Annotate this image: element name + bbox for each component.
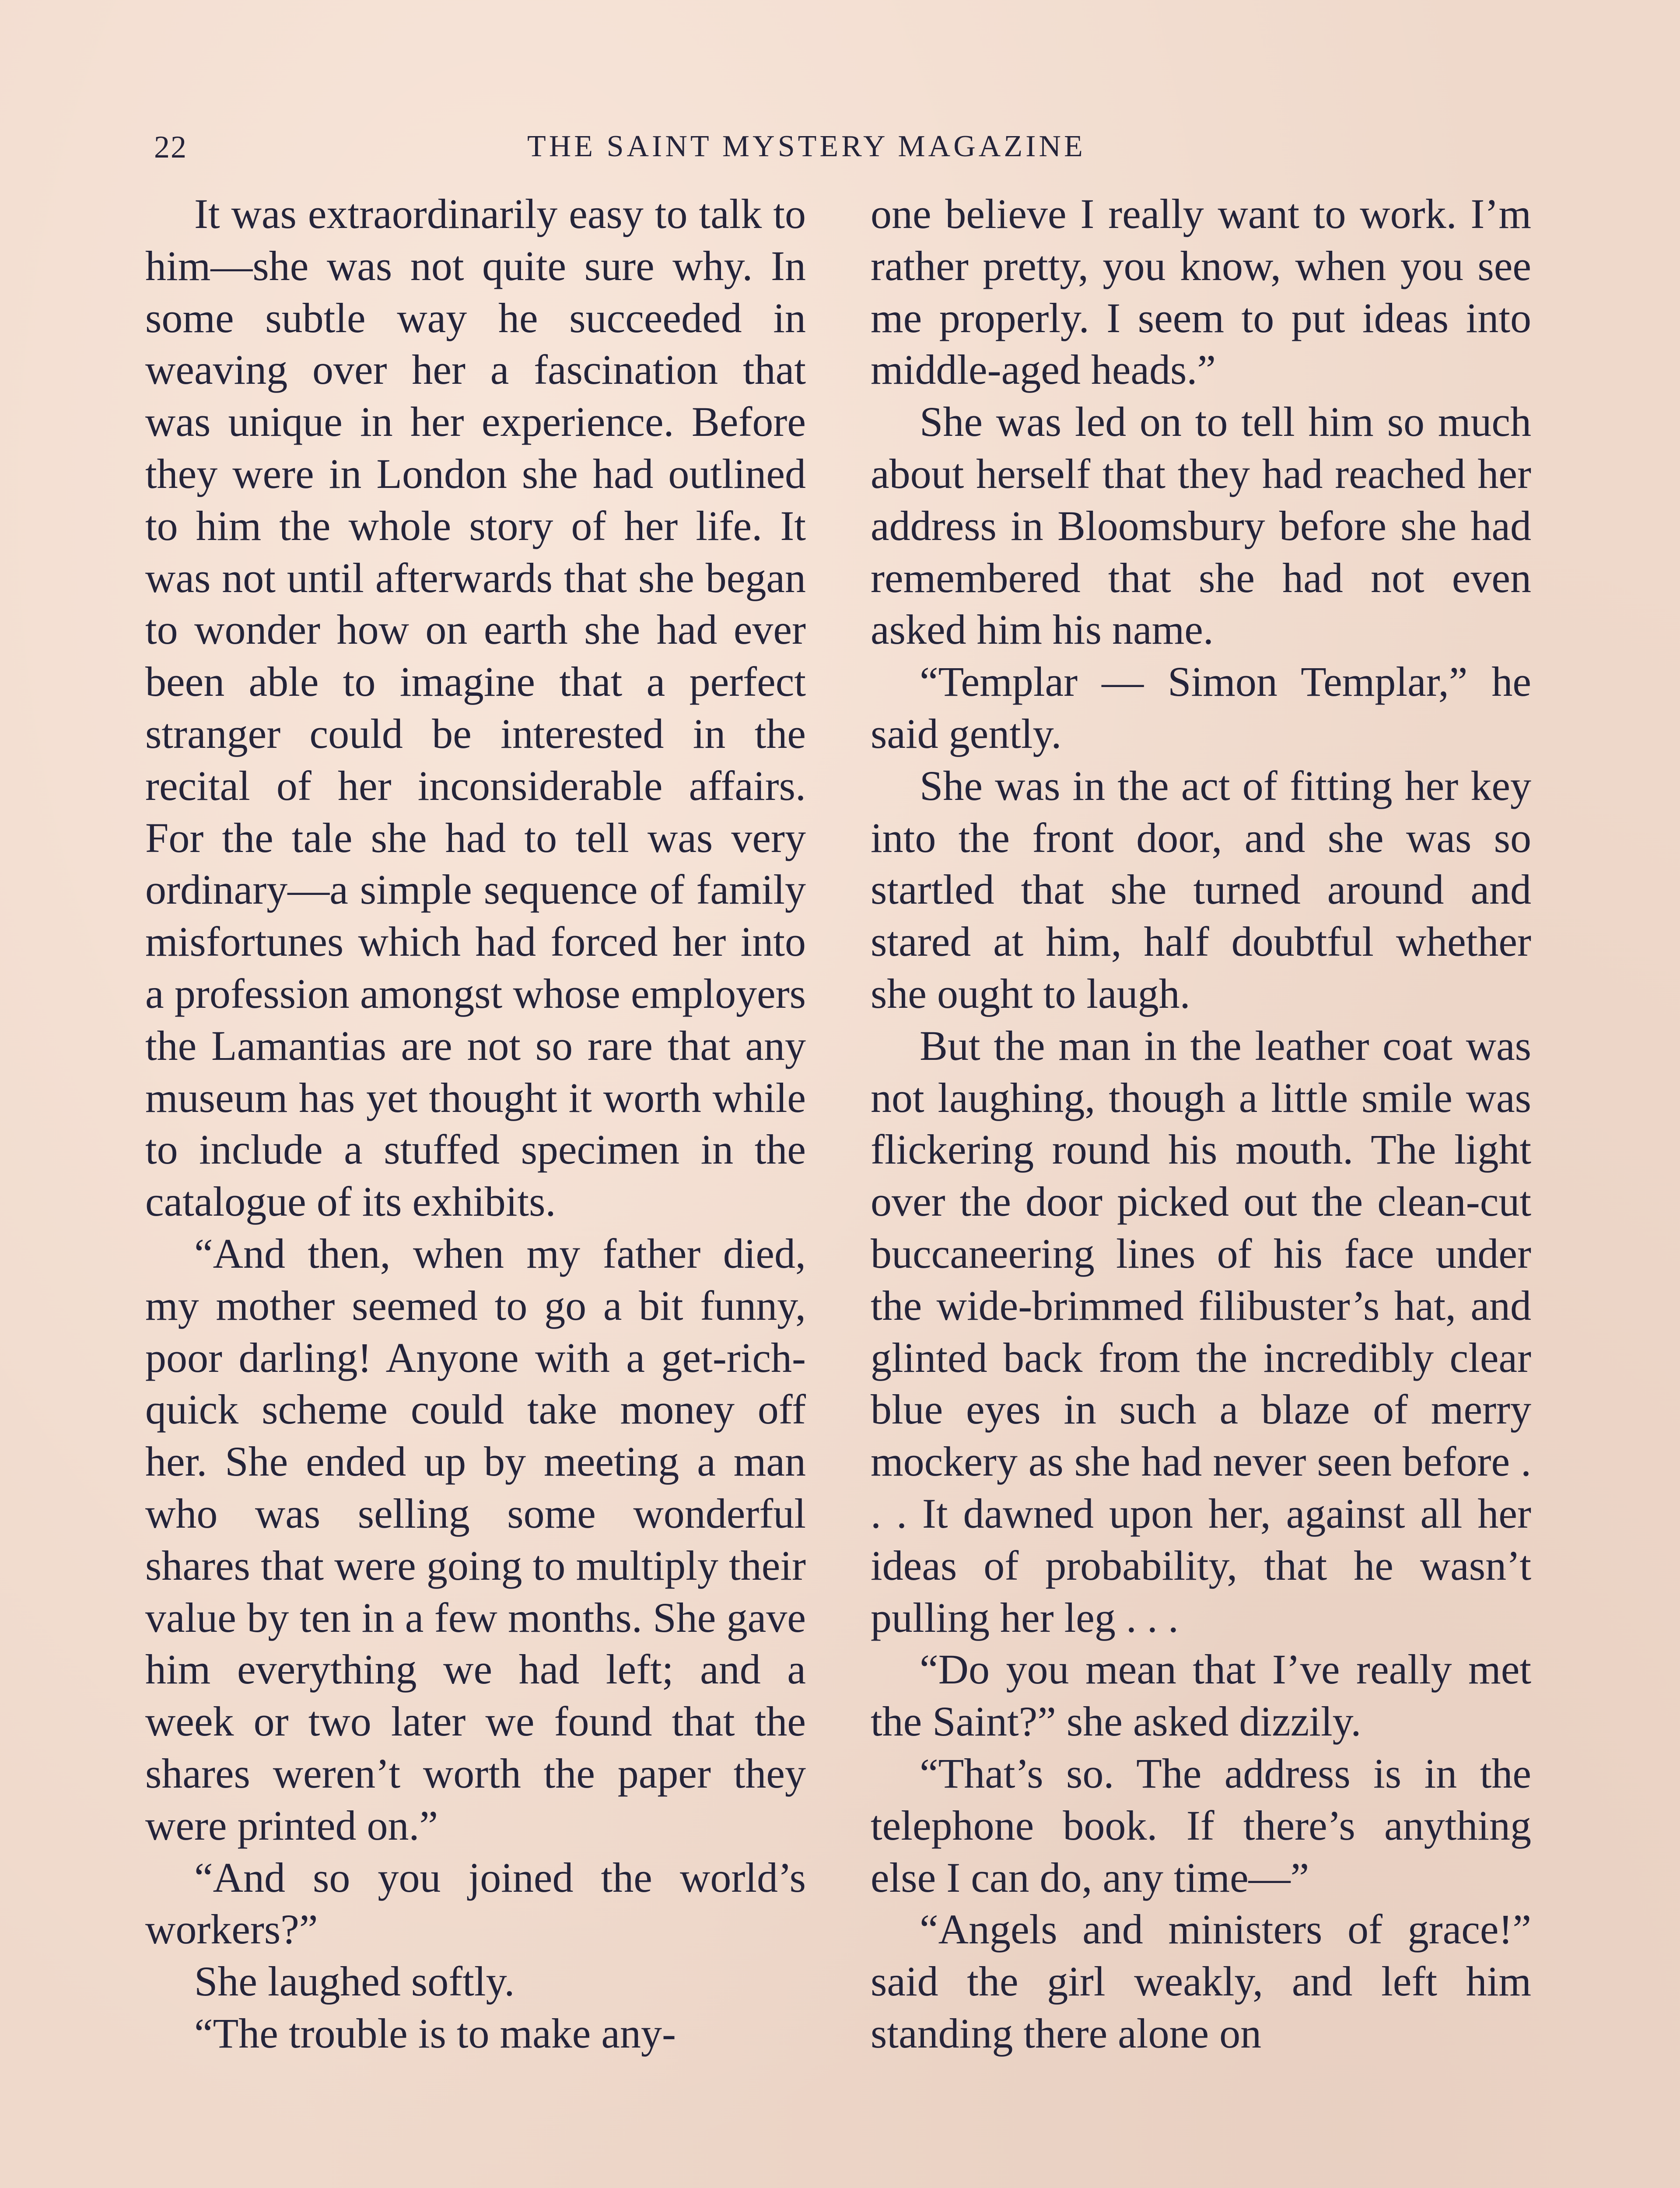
paragraph: “Do you mean that I’ve really met the Saint?” she asked dizzily. — [871, 1646, 1531, 1745]
paragraph: “Templar — Simon Templar,” he said gently. — [871, 658, 1531, 757]
paragraph: “Angels and ministers of grace!” said the girl weakly, and left him standing there alone on — [871, 1906, 1531, 2057]
running-head — [0, 129, 1680, 177]
left-text-column — [145, 188, 806, 2060]
paragraph: She was led on to tell him so much about herself that they had reached her address in Bloomsbury before she had remembered that she had not even asked him his name. — [871, 398, 1531, 653]
right-text-column — [871, 188, 1531, 2060]
paragraph-continued: one believe I really want to work. I’m rather pretty, you know, when you see me properly. I seem to put ideas into middle-aged heads.” — [871, 190, 1531, 393]
paragraph: But the man in the leather coat was not laughing, though a little smile was flickering round his mouth. The light over the door picked out the clean-cut buccaneering lines of his face under the wide-brimmed filibuster’s hat, and glinted back from the incredibly clear blue eyes in such a blaze of merry mockery as she had never seen before . . . It dawned upon her, against all her ideas of probability, that he wasn’t pulling her leg . . . — [871, 1022, 1531, 1641]
paragraph: She laughed softly. — [194, 1958, 515, 2005]
paragraph: “That’s so. The address is in the telephone book. If there’s anything else I can do, any time—” — [871, 1750, 1531, 1901]
paragraph: “And so you joined the world’s workers?” — [145, 1854, 806, 1953]
paragraph: “And then, when my father died, my mother seemed to go a bit funny, poor darling! Anyone with a get-rich-quick scheme could take money off her. She ended up by meeting a man who was selling some wonderful shares that were going to multiply their value by ten in a few months. She gave him everything we had left; and a week or two later we found that the shares weren’t worth the paper they were printed on.” — [145, 1230, 806, 1849]
page-number: 22 — [154, 130, 187, 165]
paragraph: “The trouble is to make any- — [194, 2009, 676, 2057]
magazine-title: THE SAINT MYSTERY MAGAZINE — [527, 130, 1086, 163]
paragraph: It was extraordinarily easy to talk to him—she was not quite sure why. In some subtle way he succeeded in weaving over her a fascination that was unique in her experience. Before they were in London she had outlined to him the whole story of her life. It was not until afterwards that she began to wonder how on earth she had ever been able to imagine that a perfect stranger could be interested in the recital of her inconsiderable affairs. For the tale she had to tell was very ordinary—a simple sequence of family misfortunes which had forced her into a profession amongst whose employers the Lamantias are not so rare that any museum has yet thought it worth while to include a stuffed specimen in the catalogue of its exhibits. — [145, 190, 806, 1225]
paragraph: She was in the act of fitting her key into the front door, and she was so startled that she turned around and stared at him, half doubtful whether she ought to laugh. — [871, 762, 1531, 1017]
